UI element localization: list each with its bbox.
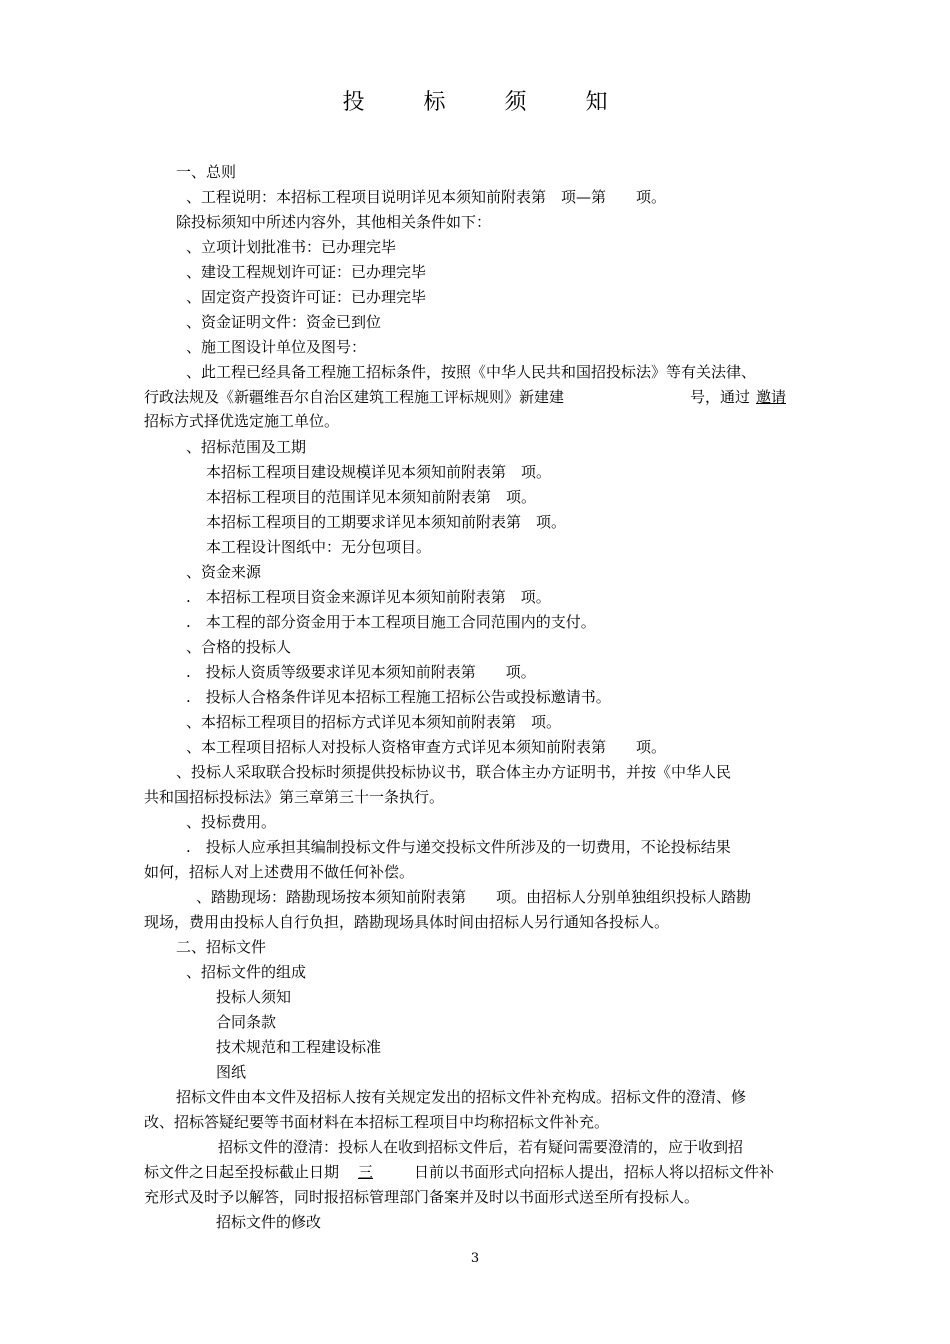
underlined-days: 三 xyxy=(358,1163,374,1181)
paragraph-line: 除投标须知中所述内容外，其他相关条件如下： xyxy=(176,213,492,231)
paragraph-line: 、投标人采取联合投标时须提供投标协议书，联合体主办方证明书，并按《中华人民 xyxy=(176,763,732,781)
document-title: 投 标 须 知 xyxy=(342,90,634,115)
paragraph-line: 、本工程项目招标人对投标人资格审查方式详见本须知前附表第 项。 xyxy=(186,738,667,756)
paragraph-line: . 本工程的部分资金用于本工程项目施工合同范围内的支付。 xyxy=(186,613,596,631)
list-item: 投标人须知 xyxy=(216,988,292,1006)
paragraph-line: 如何，招标人对上述费用不做任何补偿。 xyxy=(144,863,415,881)
paragraph-line: 、合格的投标人 xyxy=(186,638,292,656)
paragraph-line: 招标文件的修改 xyxy=(216,1213,322,1231)
list-item: 合同条款 xyxy=(216,1013,277,1031)
paragraph-line: 、此工程已经具备工程施工招标条件，按照《中华人民共和国招投标法》等有关法律、 xyxy=(186,363,757,381)
paragraph-line: 行政法规及《新疆维吾尔自治区建筑工程施工评标规则》新建建 xyxy=(144,388,565,406)
paragraph-line: 本招标工程项目的工期要求详见本须知前附表第 项。 xyxy=(206,513,567,531)
paragraph-line: 、固定资产投资许可证：已办理完毕 xyxy=(186,288,427,306)
paragraph-line: 、投标费用。 xyxy=(186,813,277,831)
paragraph-line: 招标文件的澄清：投标人在收到招标文件后，若有疑问需要澄清的，应于收到招 xyxy=(218,1138,744,1156)
page-number: 3 xyxy=(470,1251,480,1266)
paragraph-line: 、资金来源 xyxy=(186,563,262,581)
paragraph-line: 招标方式择优选定施工单位。 xyxy=(144,412,340,430)
paragraph-line: 、资金证明文件：资金已到位 xyxy=(186,313,382,331)
paragraph-line: . 投标人合格条件详见本招标工程施工招标公告或投标邀请书。 xyxy=(186,688,611,706)
paragraph-line: 、招标范围及工期 xyxy=(186,438,307,456)
paragraph-line: 、招标文件的组成 xyxy=(186,963,307,981)
paragraph-line: 、施工图设计单位及图号： xyxy=(186,338,367,356)
paragraph-line: 充形式及时予以解答，同时报招标管理部门备案并及时以书面形式送至所有投标人。 xyxy=(144,1188,700,1206)
paragraph-line: 招标文件由本文件及招标人按有关规定发出的招标文件补充构成。招标文件的澄清、修 xyxy=(176,1088,747,1106)
paragraph-line: 、本招标工程项目的招标方式详见本须知前附表第 项。 xyxy=(186,713,562,731)
underlined-method: 邀请 xyxy=(756,388,787,406)
paragraph-line: 、工程说明：本招标工程项目说明详见本须知前附表第 项—第 项。 xyxy=(186,188,667,206)
section-heading-general: 一、总则 xyxy=(176,163,237,181)
paragraph-line: 、立项计划批准书：已办理完毕 xyxy=(186,238,397,256)
paragraph-line: 本工程设计图纸中：无分包项目。 xyxy=(206,538,432,556)
list-item: 图纸 xyxy=(216,1063,247,1081)
paragraph-line: . 投标人资质等级要求详见本须知前附表第 项。 xyxy=(186,663,536,681)
paragraph-line: 标文件之日起至投标截止日期 xyxy=(144,1163,340,1181)
paragraph-line: 改、招标答疑纪要等书面材料在本招标工程项目中均称招标文件补充。 xyxy=(144,1113,610,1131)
paragraph-line: . 投标人应承担其编制投标文件与递交投标文件所涉及的一切费用，不论投标结果 xyxy=(186,838,731,856)
paragraph-line: . 本招标工程项目资金来源详见本须知前附表第 项。 xyxy=(186,588,551,606)
paragraph-line: 本招标工程项目建设规模详见本须知前附表第 项。 xyxy=(206,463,552,481)
paragraph-line: 日前以书面形式向招标人提出，招标人将以招标文件补 xyxy=(414,1163,775,1181)
paragraph-line: 、踏勘现场：踏勘现场按本须知前附表第 项。由招标人分别单独组织投标人踏勘 xyxy=(196,888,752,906)
paragraph-line: 共和国招标投标法》第三章第三十一条执行。 xyxy=(144,788,445,806)
section-heading-tender-documents: 二、招标文件 xyxy=(176,938,267,956)
paragraph-line: 、建设工程规划许可证：已办理完毕 xyxy=(186,263,427,281)
list-item: 技术规范和工程建设标准 xyxy=(216,1038,382,1056)
paragraph-line: 号，通过 xyxy=(690,388,751,406)
paragraph-line: 现场，费用由投标人自行负担，踏勘现场具体时间由招标人另行通知各投标人。 xyxy=(144,913,670,931)
paragraph-line: 本招标工程项目的范围详见本须知前附表第 项。 xyxy=(206,488,537,506)
